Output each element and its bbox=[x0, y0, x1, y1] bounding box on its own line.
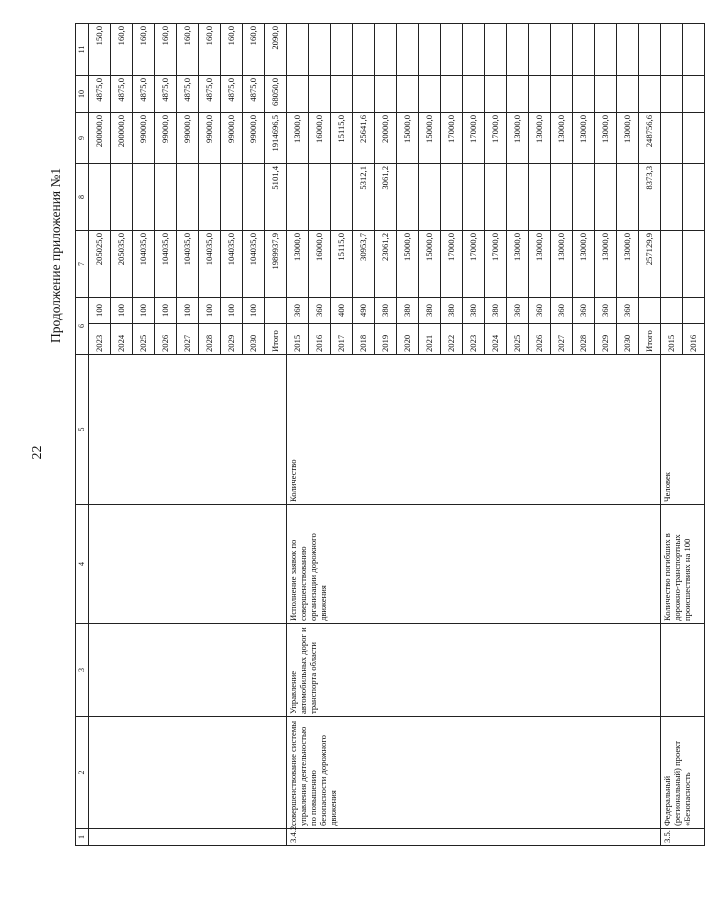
federal-cell bbox=[133, 164, 155, 231]
local-cell bbox=[617, 76, 639, 113]
section-indicator: Количество погибших в дорожно-транспортных происшествиях на 100 bbox=[661, 505, 705, 624]
appendix-title: Продолжение приложения №1 bbox=[48, 167, 63, 343]
regional-cell: 99000,0 bbox=[177, 113, 199, 164]
total-cell: 13000,0 bbox=[617, 231, 639, 298]
other-cell bbox=[507, 24, 529, 76]
regional-cell: 17000,0 bbox=[463, 113, 485, 164]
year-cell: 2017 bbox=[331, 324, 353, 355]
other-cell bbox=[353, 24, 375, 76]
other-cell bbox=[309, 24, 331, 76]
table-row bbox=[287, 24, 309, 846]
section-number: 3.5. bbox=[661, 829, 705, 846]
total-cell: 17000,0 bbox=[441, 231, 463, 298]
year-cell: 2025 bbox=[133, 324, 155, 355]
total-cell: 1989937,9 bbox=[265, 231, 287, 298]
local-cell: 4875,0 bbox=[177, 76, 199, 113]
percent-cell: 400 bbox=[331, 298, 353, 324]
empty-cell bbox=[683, 24, 705, 76]
header-row bbox=[76, 24, 89, 846]
header-cell: 2 bbox=[76, 717, 89, 829]
other-cell bbox=[573, 24, 595, 76]
header-cell: 7 bbox=[76, 231, 89, 298]
regional-cell: 17000,0 bbox=[485, 113, 507, 164]
empty-cell bbox=[683, 231, 705, 298]
percent-cell: 360 bbox=[595, 298, 617, 324]
year-cell: 2015 bbox=[287, 324, 309, 355]
other-cell bbox=[375, 24, 397, 76]
local-cell: 4875,0 bbox=[133, 76, 155, 113]
other-cell: 160,0 bbox=[111, 24, 133, 76]
header-cell: 10 bbox=[76, 76, 89, 113]
regional-cell: 15000,0 bbox=[397, 113, 419, 164]
year-cell: 2027 bbox=[551, 324, 573, 355]
empty-cell bbox=[89, 624, 287, 717]
total-cell: 15000,0 bbox=[419, 231, 441, 298]
local-cell: 4875,0 bbox=[199, 76, 221, 113]
percent-cell: 360 bbox=[573, 298, 595, 324]
regional-cell: 13000,0 bbox=[287, 113, 309, 164]
percent-cell: 360 bbox=[551, 298, 573, 324]
year-cell: 2022 bbox=[441, 324, 463, 355]
total-cell: 104035,0 bbox=[221, 231, 243, 298]
local-cell bbox=[485, 76, 507, 113]
other-cell bbox=[639, 24, 661, 76]
other-cell bbox=[595, 24, 617, 76]
total-cell: 30953,7 bbox=[353, 231, 375, 298]
total-cell: 13000,0 bbox=[529, 231, 551, 298]
regional-cell: 1914696,5 bbox=[265, 113, 287, 164]
section-number: 3.4.2. bbox=[287, 829, 661, 846]
total-cell: 104035,0 bbox=[177, 231, 199, 298]
header-cell: 1 bbox=[76, 829, 89, 846]
percent-cell: 100 bbox=[155, 298, 177, 324]
total-cell: 104035,0 bbox=[133, 231, 155, 298]
federal-cell bbox=[397, 164, 419, 231]
empty-cell bbox=[661, 76, 683, 113]
empty-cell bbox=[683, 76, 705, 113]
header-cell: 6 bbox=[76, 298, 89, 355]
regional-cell: 13000,0 bbox=[595, 113, 617, 164]
local-cell bbox=[595, 76, 617, 113]
total-cell: 13000,0 bbox=[507, 231, 529, 298]
total-cell: 205025,0 bbox=[89, 231, 111, 298]
section-name: совершенствование системы управления деятельностью по повышению безопасности дорожного движения bbox=[287, 717, 661, 829]
year-cell: 2028 bbox=[573, 324, 595, 355]
regional-cell: 13000,0 bbox=[573, 113, 595, 164]
regional-cell: 13000,0 bbox=[529, 113, 551, 164]
local-cell: 4875,0 bbox=[111, 76, 133, 113]
percent-cell: 100 bbox=[111, 298, 133, 324]
federal-cell bbox=[177, 164, 199, 231]
empty-cell bbox=[661, 113, 683, 164]
section-indicator: Исполнение заявок по совершенствованию организации дорожного движения bbox=[287, 505, 661, 624]
percent-cell: 380 bbox=[397, 298, 419, 324]
total-cell: 257129,9 bbox=[639, 231, 661, 298]
empty-cell bbox=[683, 113, 705, 164]
year-cell: 2029 bbox=[221, 324, 243, 355]
regional-cell: 248756,6 bbox=[639, 113, 661, 164]
percent-cell: 360 bbox=[617, 298, 639, 324]
percent-cell: 100 bbox=[177, 298, 199, 324]
federal-cell bbox=[441, 164, 463, 231]
year-cell: Итого bbox=[639, 324, 661, 355]
local-cell: 4875,0 bbox=[221, 76, 243, 113]
page-number: 22 bbox=[30, 445, 45, 460]
table-row bbox=[89, 24, 111, 846]
header-cell: 5 bbox=[76, 355, 89, 505]
local-cell bbox=[441, 76, 463, 113]
local-cell bbox=[639, 76, 661, 113]
empty-cell bbox=[661, 298, 683, 324]
empty-cell bbox=[683, 298, 705, 324]
local-cell bbox=[397, 76, 419, 113]
program-table bbox=[75, 23, 705, 846]
year-cell: 2029 bbox=[595, 324, 617, 355]
total-cell: 16000,0 bbox=[309, 231, 331, 298]
percent-cell: 380 bbox=[463, 298, 485, 324]
federal-cell bbox=[573, 164, 595, 231]
local-cell bbox=[419, 76, 441, 113]
year-cell: 2021 bbox=[419, 324, 441, 355]
empty-cell bbox=[89, 717, 287, 829]
federal-cell bbox=[463, 164, 485, 231]
empty-cell bbox=[661, 24, 683, 76]
regional-cell: 20000,0 bbox=[375, 113, 397, 164]
total-cell: 23061,2 bbox=[375, 231, 397, 298]
other-cell bbox=[551, 24, 573, 76]
header-cell: 11 bbox=[76, 24, 89, 76]
federal-cell bbox=[331, 164, 353, 231]
federal-cell bbox=[89, 164, 111, 231]
regional-cell: 99000,0 bbox=[221, 113, 243, 164]
federal-cell bbox=[221, 164, 243, 231]
federal-cell bbox=[419, 164, 441, 231]
local-cell bbox=[353, 76, 375, 113]
table-row bbox=[661, 24, 683, 846]
percent-cell: 100 bbox=[199, 298, 221, 324]
local-cell bbox=[331, 76, 353, 113]
regional-cell: 13000,0 bbox=[507, 113, 529, 164]
total-cell: 13000,0 bbox=[573, 231, 595, 298]
regional-cell: 99000,0 bbox=[155, 113, 177, 164]
other-cell bbox=[441, 24, 463, 76]
year-cell: 2027 bbox=[177, 324, 199, 355]
total-cell: 15115,0 bbox=[331, 231, 353, 298]
percent-cell: 360 bbox=[287, 298, 309, 324]
other-cell: 2090,0 bbox=[265, 24, 287, 76]
year-cell: 2028 bbox=[199, 324, 221, 355]
percent-cell: 380 bbox=[485, 298, 507, 324]
regional-cell: 15000,0 bbox=[419, 113, 441, 164]
federal-cell bbox=[529, 164, 551, 231]
other-cell bbox=[463, 24, 485, 76]
local-cell bbox=[573, 76, 595, 113]
federal-cell bbox=[595, 164, 617, 231]
percent-cell: 380 bbox=[419, 298, 441, 324]
empty-cell bbox=[89, 505, 287, 624]
total-cell: 13000,0 bbox=[551, 231, 573, 298]
regional-cell: 17000,0 bbox=[441, 113, 463, 164]
year-cell: 2023 bbox=[463, 324, 485, 355]
other-cell: 160,0 bbox=[155, 24, 177, 76]
header-cell: 8 bbox=[76, 164, 89, 231]
empty-cell bbox=[89, 355, 287, 505]
federal-cell bbox=[309, 164, 331, 231]
local-cell bbox=[551, 76, 573, 113]
year-cell: 2015 bbox=[661, 324, 683, 355]
total-cell: 17000,0 bbox=[463, 231, 485, 298]
year-cell: 2024 bbox=[111, 324, 133, 355]
local-cell: 4875,0 bbox=[89, 76, 111, 113]
year-cell: 2026 bbox=[155, 324, 177, 355]
year-cell: 2023 bbox=[89, 324, 111, 355]
regional-cell: 99000,0 bbox=[133, 113, 155, 164]
federal-cell bbox=[199, 164, 221, 231]
federal-cell bbox=[485, 164, 507, 231]
total-cell: 104035,0 bbox=[243, 231, 265, 298]
local-cell bbox=[507, 76, 529, 113]
other-cell bbox=[287, 24, 309, 76]
year-cell: 2016 bbox=[683, 324, 705, 355]
local-cell: 4875,0 bbox=[155, 76, 177, 113]
federal-cell bbox=[155, 164, 177, 231]
local-cell bbox=[309, 76, 331, 113]
total-cell: 13000,0 bbox=[287, 231, 309, 298]
total-cell: 104035,0 bbox=[155, 231, 177, 298]
local-cell bbox=[287, 76, 309, 113]
total-cell: 17000,0 bbox=[485, 231, 507, 298]
section-unit: Количество bbox=[287, 355, 661, 505]
year-cell: 2025 bbox=[507, 324, 529, 355]
percent-cell bbox=[265, 298, 287, 324]
section-name: Федеральный (региональный) проект «Безопасность bbox=[661, 717, 705, 829]
local-cell bbox=[375, 76, 397, 113]
empty-cell bbox=[89, 829, 287, 846]
year-cell: 2019 bbox=[375, 324, 397, 355]
federal-cell bbox=[551, 164, 573, 231]
year-cell: 2026 bbox=[529, 324, 551, 355]
other-cell: 160,0 bbox=[199, 24, 221, 76]
regional-cell: 200000,0 bbox=[111, 113, 133, 164]
percent-cell: 100 bbox=[243, 298, 265, 324]
year-cell: 2018 bbox=[353, 324, 375, 355]
federal-cell: 8373,3 bbox=[639, 164, 661, 231]
other-cell bbox=[419, 24, 441, 76]
federal-cell bbox=[287, 164, 309, 231]
empty-cell bbox=[683, 164, 705, 231]
other-cell bbox=[397, 24, 419, 76]
other-cell: 150,0 bbox=[89, 24, 111, 76]
other-cell bbox=[485, 24, 507, 76]
total-cell: 205035,0 bbox=[111, 231, 133, 298]
other-cell bbox=[331, 24, 353, 76]
total-cell: 13000,0 bbox=[595, 231, 617, 298]
other-cell bbox=[529, 24, 551, 76]
header-cell: 9 bbox=[76, 113, 89, 164]
regional-cell: 16000,0 bbox=[309, 113, 331, 164]
percent-cell: 100 bbox=[133, 298, 155, 324]
federal-cell: 5101,4 bbox=[265, 164, 287, 231]
regional-cell: 13000,0 bbox=[551, 113, 573, 164]
federal-cell bbox=[507, 164, 529, 231]
percent-cell: 100 bbox=[221, 298, 243, 324]
year-cell: 2030 bbox=[617, 324, 639, 355]
header-cell: 4 bbox=[76, 505, 89, 624]
other-cell: 160,0 bbox=[221, 24, 243, 76]
percent-cell bbox=[639, 298, 661, 324]
federal-cell bbox=[243, 164, 265, 231]
total-cell: 15000,0 bbox=[397, 231, 419, 298]
regional-cell: 200000,0 bbox=[89, 113, 111, 164]
percent-cell: 360 bbox=[529, 298, 551, 324]
regional-cell: 25641,6 bbox=[353, 113, 375, 164]
section-executor bbox=[661, 624, 705, 717]
section-executor: Управление автомобильных дорог и транспорта области bbox=[287, 624, 661, 717]
local-cell bbox=[529, 76, 551, 113]
other-cell bbox=[617, 24, 639, 76]
section-unit: Человек bbox=[661, 355, 705, 505]
federal-cell: 3061,2 bbox=[375, 164, 397, 231]
percent-cell: 100 bbox=[89, 298, 111, 324]
year-cell: 2020 bbox=[397, 324, 419, 355]
federal-cell bbox=[617, 164, 639, 231]
percent-cell: 360 bbox=[507, 298, 529, 324]
regional-cell: 99000,0 bbox=[243, 113, 265, 164]
year-cell: 2016 bbox=[309, 324, 331, 355]
regional-cell: 99000,0 bbox=[199, 113, 221, 164]
percent-cell: 360 bbox=[309, 298, 331, 324]
year-cell: Итого bbox=[265, 324, 287, 355]
other-cell: 160,0 bbox=[177, 24, 199, 76]
total-cell: 104035,0 bbox=[199, 231, 221, 298]
local-cell bbox=[463, 76, 485, 113]
year-cell: 2030 bbox=[243, 324, 265, 355]
federal-cell: 5312,1 bbox=[353, 164, 375, 231]
percent-cell: 380 bbox=[441, 298, 463, 324]
header-cell: 3 bbox=[76, 624, 89, 717]
empty-cell bbox=[661, 164, 683, 231]
regional-cell: 13000,0 bbox=[617, 113, 639, 164]
local-cell: 68050,0 bbox=[265, 76, 287, 113]
regional-cell: 15115,0 bbox=[331, 113, 353, 164]
other-cell: 160,0 bbox=[133, 24, 155, 76]
local-cell: 4875,0 bbox=[243, 76, 265, 113]
other-cell: 160,0 bbox=[243, 24, 265, 76]
year-cell: 2024 bbox=[485, 324, 507, 355]
percent-cell: 380 bbox=[375, 298, 397, 324]
federal-cell bbox=[111, 164, 133, 231]
empty-cell bbox=[661, 231, 683, 298]
percent-cell: 490 bbox=[353, 298, 375, 324]
